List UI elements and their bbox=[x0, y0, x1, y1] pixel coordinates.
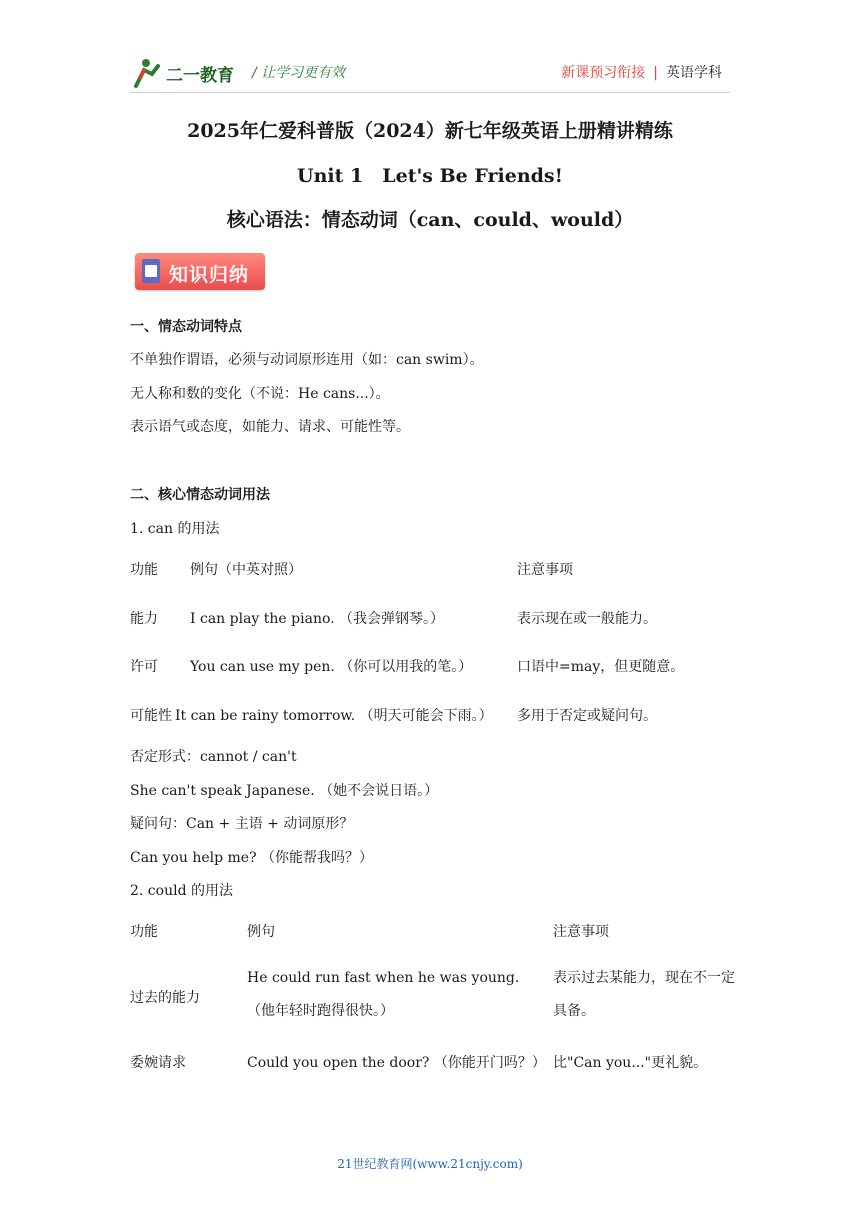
table-cell: You can use my pen. （你可以用我的笔。） bbox=[190, 659, 473, 675]
table-cell: 委婉请求 bbox=[130, 1055, 186, 1071]
table-header: 例句（中英对照） bbox=[190, 562, 302, 578]
section1-item: 无人称和数的变化（不说：He cans...）。 bbox=[130, 386, 390, 402]
table-cell: It can be rainy tomorrow. （明天可能会下雨。） bbox=[175, 708, 493, 724]
table-cell: 许可 bbox=[130, 659, 158, 675]
table-cell: 表示现在或一般能力。 bbox=[517, 611, 657, 627]
slogan: / 让学习更有效 bbox=[252, 65, 346, 81]
table-cell: 能力 bbox=[130, 611, 158, 627]
knowledge-badge bbox=[135, 253, 265, 290]
table-cell: Could you open the door? （你能开门吗？） bbox=[247, 1055, 546, 1071]
can-note: She can't speak Japanese. （她不会说日语。） bbox=[130, 783, 439, 799]
table-header: 功能 bbox=[130, 924, 158, 940]
table-cell: 表示过去某能力，现在不一定具备。 bbox=[553, 970, 735, 1019]
section1-item: 表示语气或态度，如能力、请求、可能性等。 bbox=[130, 419, 410, 435]
header-divider bbox=[130, 92, 730, 93]
page-header bbox=[130, 52, 730, 92]
can-note: 疑问句：Can + 主语 + 动词原形？ bbox=[130, 816, 354, 832]
table-header: 例句 bbox=[247, 924, 275, 940]
logo-text: 二一教育 bbox=[166, 66, 234, 86]
header-separator: | bbox=[653, 65, 658, 81]
course-label: 新课预习衔接 bbox=[561, 65, 646, 81]
section2-heading: 二、核心情态动词用法 bbox=[130, 487, 270, 503]
table-cell: 多用于否定或疑问句。 bbox=[517, 708, 657, 724]
could-title: 2. could 的用法 bbox=[130, 883, 233, 899]
unit-title: Unit 1 Let's Be Friends! bbox=[297, 165, 563, 187]
section1-heading: 一、情态动词特点 bbox=[130, 319, 242, 335]
table-header: 注意事项 bbox=[517, 562, 573, 578]
table-cell: 可能性 bbox=[130, 708, 172, 724]
table-cell: He could run fast when he was young. （他年轻时跑得很快。） bbox=[247, 970, 520, 1019]
footer-source[interactable]: 21世纪教育网(www.21cnjy.com) bbox=[337, 1157, 523, 1171]
header-right bbox=[561, 62, 722, 82]
can-note: Can you help me? （你能帮我吗？） bbox=[130, 850, 374, 866]
subject-label: 英语学科 bbox=[666, 65, 722, 81]
table-cell: I can play the piano. （我会弹钢琴。） bbox=[190, 611, 445, 627]
doc-title: 2025年仁爱科普版（2024）新七年级英语上册精讲精练 bbox=[187, 120, 673, 142]
section1-item: 不单独作谓语，必须与动词原形连用（如：can swim）。 bbox=[130, 352, 484, 368]
can-note: 否定形式：cannot / can't bbox=[130, 749, 297, 765]
table-cell: 过去的能力 bbox=[130, 990, 200, 1006]
badge-label: 知识归纳 bbox=[169, 264, 250, 286]
table-cell: 比"Can you..."更礼貌。 bbox=[553, 1055, 708, 1071]
logo bbox=[130, 56, 242, 90]
book-icon-page bbox=[145, 265, 157, 277]
table-cell: 口语中=may，但更随意。 bbox=[517, 659, 685, 675]
can-title: 1. can 的用法 bbox=[130, 521, 220, 537]
table-header: 注意事项 bbox=[553, 924, 609, 940]
table-header: 功能 bbox=[130, 562, 158, 578]
grammar-title: 核心语法：情态动词（can、could、would） bbox=[226, 209, 634, 231]
